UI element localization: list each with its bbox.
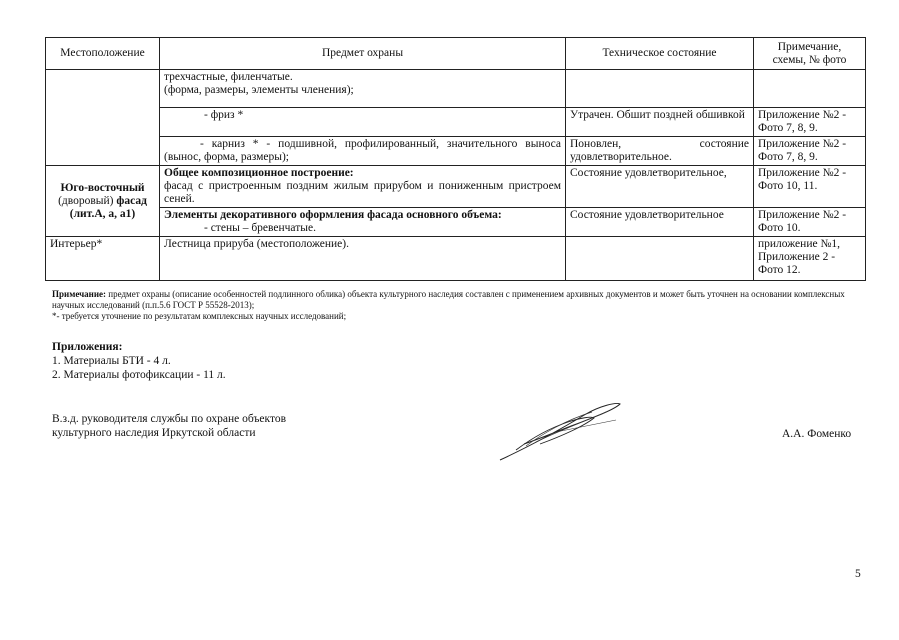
- table-row: [46, 208, 866, 237]
- note-line: Приложение 2 -: [758, 251, 836, 263]
- condition-cell: Утрачен. Обшит поздней обшивкой: [566, 108, 754, 137]
- subject-cell: [160, 208, 566, 237]
- protection-subject-table: [45, 37, 866, 281]
- note-cell: [754, 70, 866, 108]
- subject-cell: - карниз * - подшивной, профилированный, значительного выноса (вынос, форма, размеры);: [160, 137, 566, 166]
- condition-cell: Поновлен, состояние удовлетворительное.: [566, 137, 754, 166]
- header-note: [754, 38, 866, 70]
- location-cell-facade: [46, 166, 160, 237]
- note-paragraph: [52, 289, 862, 311]
- subject-title: Элементы декоративного оформления фасада основного объема:: [164, 209, 502, 221]
- header-subject: Предмет охраны: [160, 38, 566, 70]
- table-row: [46, 166, 866, 208]
- note-label: Примечание:: [52, 289, 107, 299]
- appendices-title: Приложения:: [52, 341, 123, 353]
- note-cell: Приложение №2 - Фото 7, 8, 9.: [754, 108, 866, 137]
- note-cell: Приложение №2 - Фото 7, 8, 9.: [754, 137, 866, 166]
- condition-cell: [566, 70, 754, 108]
- facade-loc-bold2: фасад: [116, 194, 147, 207]
- note-line: приложение №1,: [758, 238, 841, 250]
- handwritten-signature: [496, 398, 626, 464]
- page-number: 5: [855, 568, 861, 580]
- subject-cell: [160, 166, 566, 208]
- signatory-name: А.А. Фоменко: [782, 428, 852, 440]
- note-cell: [754, 237, 866, 281]
- appendix-item: 2. Материалы фотофиксации - 11 л.: [52, 369, 226, 381]
- note-line: Фото 12.: [758, 264, 801, 276]
- notes-block: [52, 289, 862, 322]
- facade-loc-bold1: Юго-восточный: [60, 181, 145, 194]
- note-text: предмет охраны (описание особенностей подлинного облика) объекта культурного наследия составлен с применением архивных документов и может быть уточнен на основании комплексных научных исследований (п.п.5.6 ГОСТ Р 55528-2013);: [52, 289, 845, 310]
- table-row: [46, 70, 866, 108]
- position-line: В.з.д. руководителя службы по охране объектов: [52, 413, 286, 425]
- header-location: Местоположение: [46, 38, 160, 70]
- note-cell: Приложение №2 - Фото 10.: [754, 208, 866, 237]
- appendices-block: [52, 340, 226, 382]
- location-cell: Интерьер*: [46, 237, 160, 281]
- note-cell: Приложение №2 - Фото 10, 11.: [754, 166, 866, 208]
- subject-text: - стены – бревенчатые.: [204, 222, 316, 234]
- facade-loc-normal: (дворовый): [58, 194, 114, 207]
- facade-loc-bold3: (лит.А, а, а1): [69, 207, 136, 220]
- condition-cell: [566, 237, 754, 281]
- condition-cell: Состояние удовлетворительное: [566, 208, 754, 237]
- subject-text: фасад с пристроенным поздним жилым прирубом и пониженным пристроем сеней.: [164, 180, 561, 205]
- location-cell-empty: [46, 70, 160, 166]
- table-header-row: [46, 38, 866, 70]
- subject-cell: Лестница прируба (местоположение).: [160, 237, 566, 281]
- header-condition: Техническое состояние: [566, 38, 754, 70]
- position-line: культурного наследия Иркутской области: [52, 427, 256, 439]
- table-row: [46, 237, 866, 281]
- subject-cell: [160, 108, 566, 137]
- subject-title: Общее композиционное построение:: [164, 167, 354, 179]
- subject-text: - фриз *: [204, 109, 244, 121]
- table-row: [46, 108, 866, 137]
- subject-line: (форма, размеры, элементы членения);: [164, 84, 354, 96]
- header-note-line1: Примечание,: [777, 40, 842, 53]
- appendix-item: 1. Материалы БТИ - 4 л.: [52, 355, 171, 367]
- header-note-line2: схемы, № фото: [772, 53, 847, 66]
- table-row: [46, 137, 866, 166]
- subject-cell: [160, 70, 566, 108]
- signatory-position: [52, 412, 286, 440]
- asterisk-note: *- требуется уточнение по результатам комплексных научных исследований;: [52, 311, 347, 321]
- subject-line: трехчастные, филенчатые.: [164, 71, 293, 83]
- condition-cell: Состояние удовлетворительное,: [566, 166, 754, 208]
